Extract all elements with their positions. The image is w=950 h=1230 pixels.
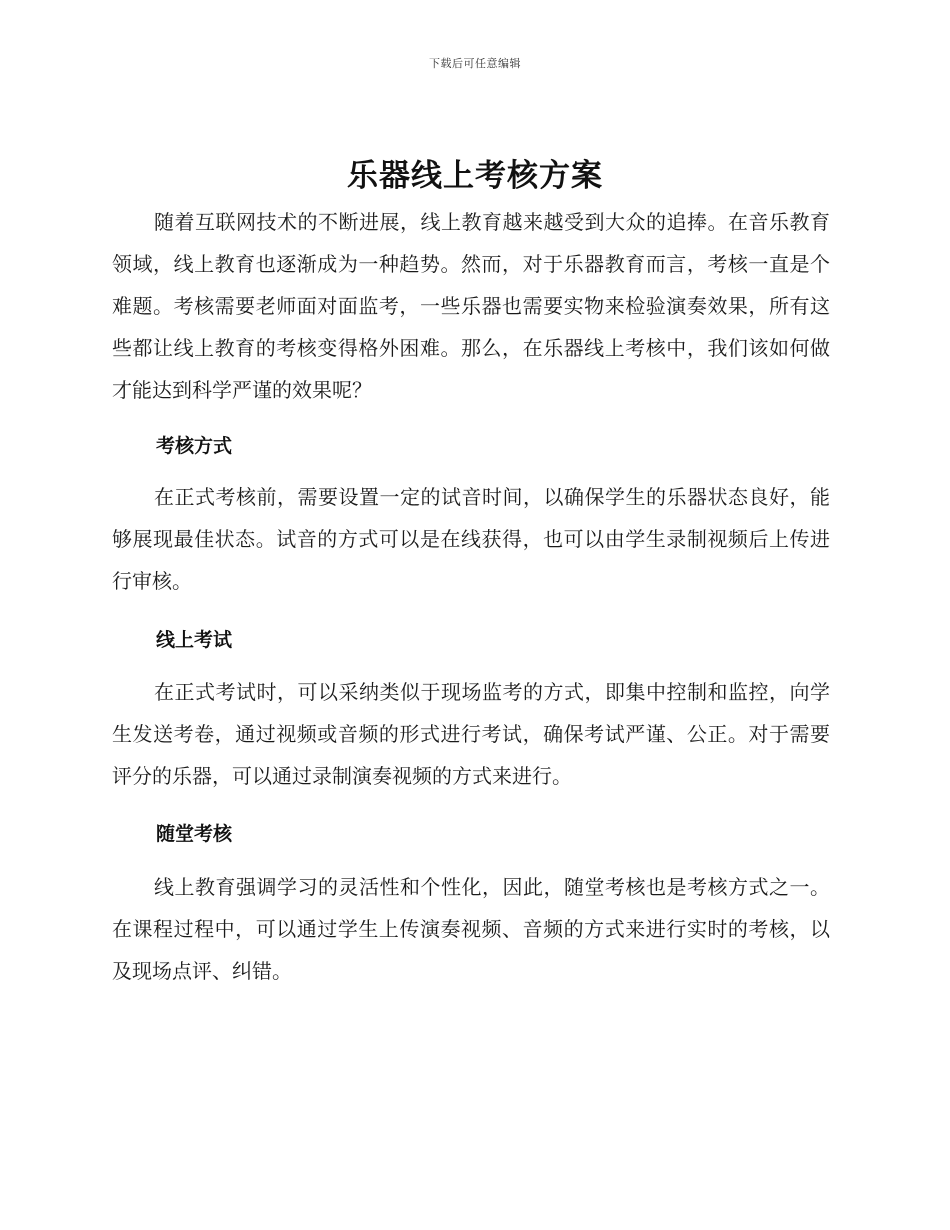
section-heading-in-class-assessment: 随堂考核 bbox=[156, 823, 233, 845]
section-paragraph-assessment-method: 在正式考核前，需要设置一定的试音时间，以确保学生的乐器状态良好，能够展现最佳状态。试音的方式可以是在线获得，也可以由学生录制视频后上传进行审核。 bbox=[112, 485, 830, 593]
document-title: 乐器线上考核方案 bbox=[347, 158, 603, 194]
section-heading-assessment-method: 考核方式 bbox=[156, 435, 233, 457]
section-paragraph-online-exam: 在正式考试时，可以采纳类似于现场监考的方式，即集中控制和监控，向学生发送考卷，通过视频或音频的形式进行考试，确保考试严谨、公正。对于需要评分的乐器，可以通过录制演奏视频的方式来进行。 bbox=[112, 680, 830, 788]
intro-paragraph: 随着互联网技术的不断进展，线上教育越来越受到大众的追捧。在音乐教育领域，线上教育也逐渐成为一种趋势。然而，对于乐器教育而言，考核一直是个难题。考核需要老师面对面监考，一些乐器也需要实物来检验演奏效果，所有这些都让线上教育的考核变得格外困难。那么，在乐器线上考核中，我们该如何做才能达到科学严谨的效果呢？ bbox=[112, 210, 830, 402]
header-note: 下载后可任意编辑 bbox=[429, 57, 521, 70]
section-paragraph-in-class-assessment: 线上教育强调学习的灵活性和个性化，因此，随堂考核也是考核方式之一。在课程过程中，可以通过学生上传演奏视频、音频的方式来进行实时的考核，以及现场点评、纠错。 bbox=[112, 875, 830, 983]
section-heading-online-exam: 线上考试 bbox=[156, 629, 233, 651]
